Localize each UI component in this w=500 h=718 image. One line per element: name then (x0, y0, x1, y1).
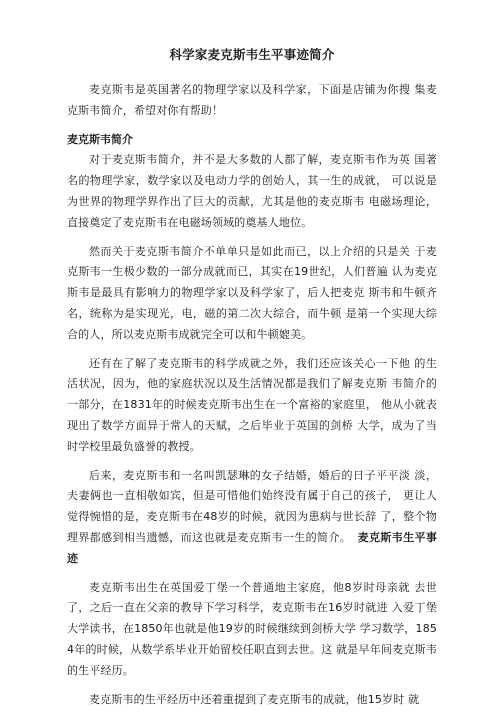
document-page (67, 46, 437, 718)
paragraph-family: 还有在了解了麦克斯韦的科学成就之外，我们还应该关心一下他 的生活状况，因为，他的家庭状况以及生活情况都是我们了解麦克斯 韦简介的一部分，在1831年的时候麦克斯韦出生在一个富裕的家庭里， 他从小就表现出了数学方面异于常人的天赋，之后毕业于英国的剑桥 大学，成为了当时学校里最负盛誉的教授。 (67, 356, 437, 453)
document-title: 科学家麦克斯韦生平事迹简介 (169, 47, 335, 62)
paragraph-early-life: 麦克斯韦出生在英国爱丁堡一个普通地主家庭，他8岁时母亲就 去世了，之后一直在父亲的教导下学习科学，麦克斯韦在16岁时就进 入爱丁堡大学读书，在1850年也就是他19岁的时候继续到剑桥大学 学习数学，1854年的时候，从数学系毕业开始留校任职直到去世。这 就是早年间麦克斯韦的生平经历。 (67, 580, 437, 677)
paragraph-achievements: 对于麦克斯韦简介，并不是大多数的人都了解，麦克斯韦作为英 国著名的物理学家，数学家以及电动力学的创始人，其一生的成就， 可以说是为世界的物理学界作出了巨大的贡献，尤其是他的麦克斯韦 电磁场理论，直接奠定了麦克斯韦在电磁场领域的奠基人地位。 (67, 153, 437, 229)
paragraph-influence: 然而关于麦克斯韦简介不单单只是如此而已，以上介绍的只是关 于麦克斯韦一生极少数的一部分成就而已，其实在19世纪，人们普遍 认为麦克斯韦是最具有影响力的物理学家以及科学家了，后人把麦克 斯韦和牛顿齐名，统称为是实现光，电，磁的第二次大综合，而牛顿 是第一个实现大综合的人，所以麦克斯韦成就完全可以和牛顿媲美。 (67, 244, 437, 341)
section-heading-biography: 麦克斯韦简介 (67, 132, 133, 146)
paragraph-later-achievements: 麦克斯韦的生平经历中还着重提到了麦克斯韦的成就，他15岁时 就 (89, 692, 420, 706)
paragraph-marriage-text: 后来，麦克斯韦和一名叫凯瑟琳的女子结婚，婚后的日子平平淡 淡，夫妻俩也一直相敬如宾，但是可惜他们始终没有属于自己的孩子， 更让人觉得惋惜的是，麦克斯韦在48岁的时候，就因为患病与世长辞 了，整个物理界都感到相当遗憾，而这也就是麦克斯韦一生的简介。 (67, 468, 437, 544)
section-heading-life-story: 麦克斯韦生平事迹 (67, 530, 437, 565)
paragraph-marriage (67, 466, 437, 570)
intro-paragraph: 麦克斯韦是英国著名的物理学家以及科学家，下面是店铺为你搜 集麦克斯韦简介，希望对你有帮助！ (67, 83, 437, 117)
